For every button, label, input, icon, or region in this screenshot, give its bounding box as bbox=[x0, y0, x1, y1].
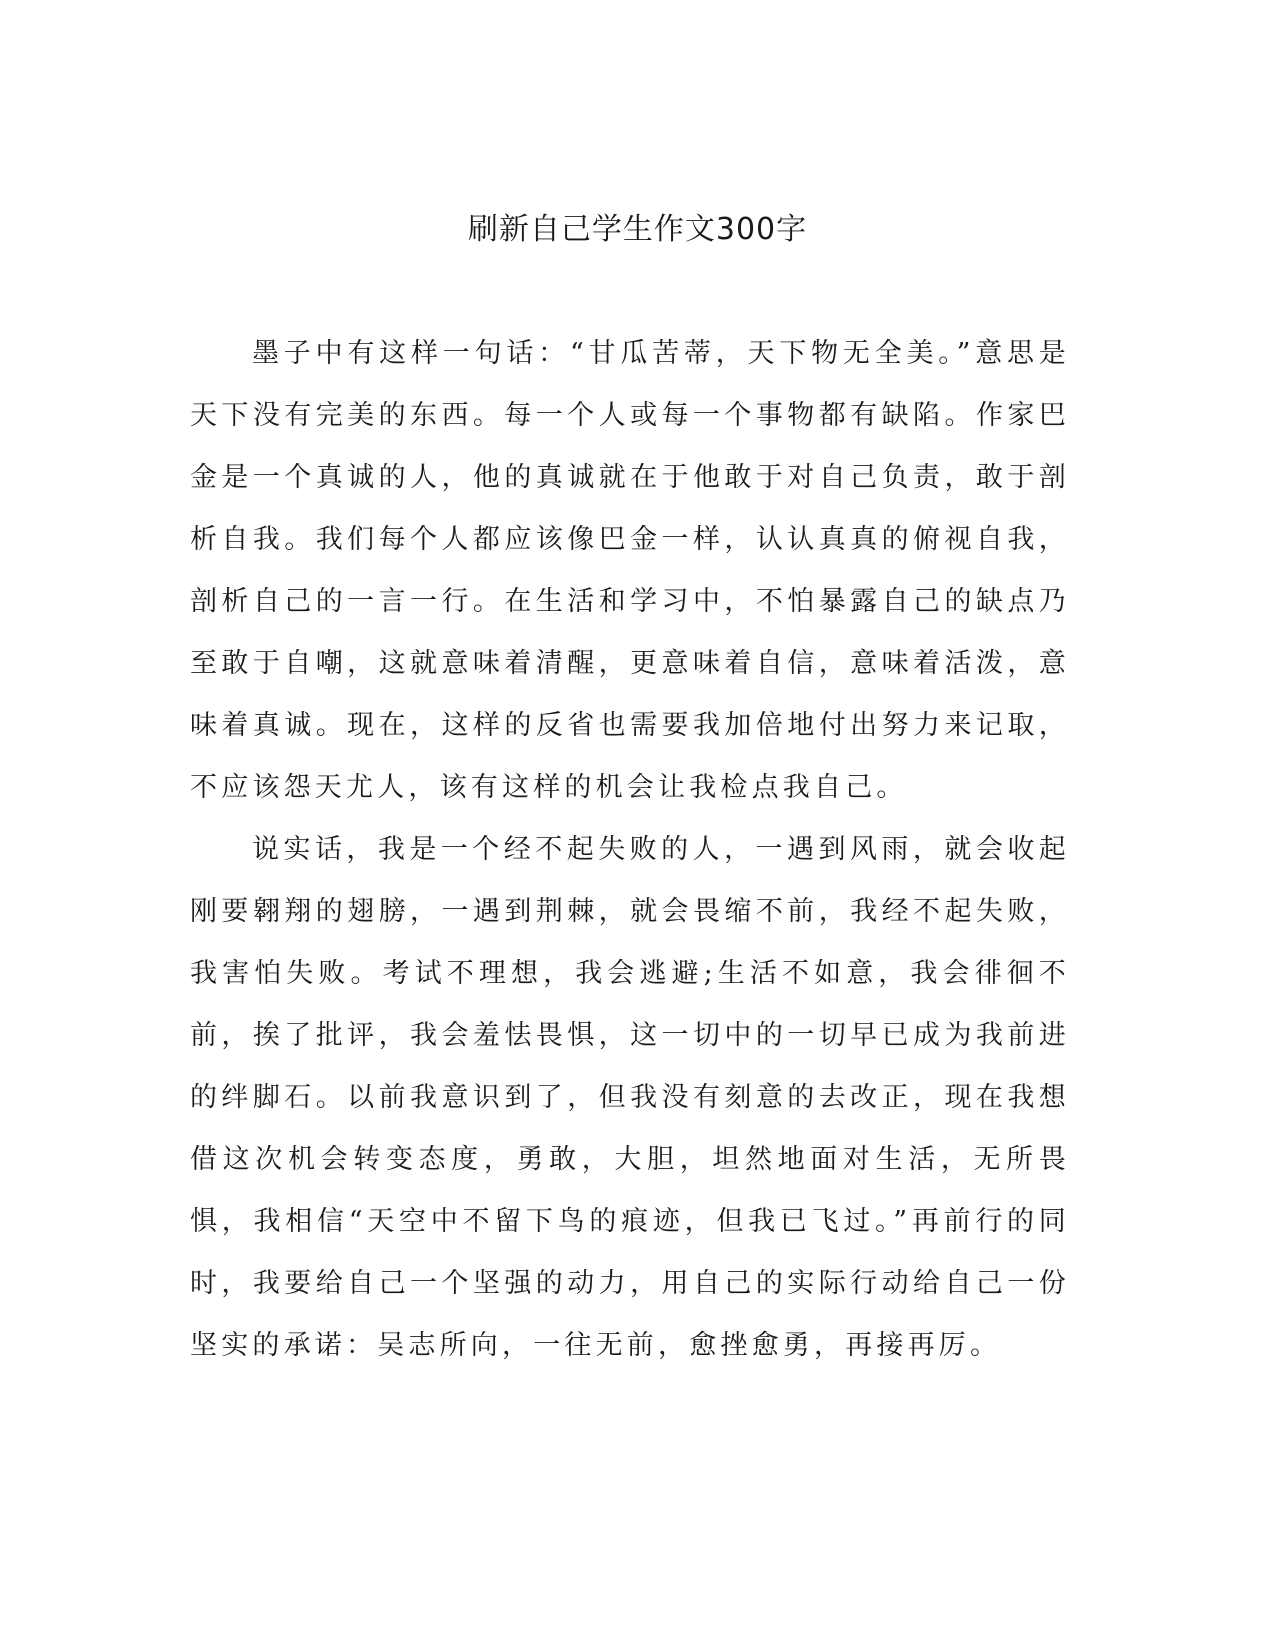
document-body bbox=[190, 323, 1070, 1377]
document-title: 刷新自己学生作文300字 bbox=[467, 212, 808, 247]
paragraph-1: 墨子中有这样一句话：“甘瓜苦蒂，天下物无全美。”意思是天下没有完美的东西。每一个人或每一个事物都有缺陷。作家巴金是一个真诚的人，他的真诚就在于他敢于对自己负责，敢于剖析自我。我们每个人都应该像巴金一样，认认真真的俯视自我，剖析自己的一言一行。在生活和学习中，不怕暴露自己的缺点乃至敢于自嘲，这就意味着清醒，更意味着自信，意味着活泼，意味着真诚。现在，这样的反省也需要我加倍地付出努力来记取，不应该怨天尤人，该有这样的机会让我检点我自己。 bbox=[190, 338, 1070, 803]
paragraph-2: 说实话，我是一个经不起失败的人，一遇到风雨，就会收起刚要翱翔的翅膀，一遇到荆棘，就会畏缩不前，我经不起失败，我害怕失败。考试不理想，我会逃避;生活不如意，我会徘徊不前，挨了批评，我会羞怯畏惧，这一切中的一切早已成为我前进的绊脚石。以前我意识到了，但我没有刻意的去改正，现在我想借这次机会转变态度，勇敢，大胆，坦然地面对生活，无所畏惧，我相信“天空中不留下鸟的痕迹，但我已飞过。”再前行的同时，我要给自己一个坚强的动力，用自己的实际行动给自己一份坚实的承诺：吴志所向，一往无前，愈挫愈勇，再接再厉。 bbox=[190, 834, 1070, 1361]
